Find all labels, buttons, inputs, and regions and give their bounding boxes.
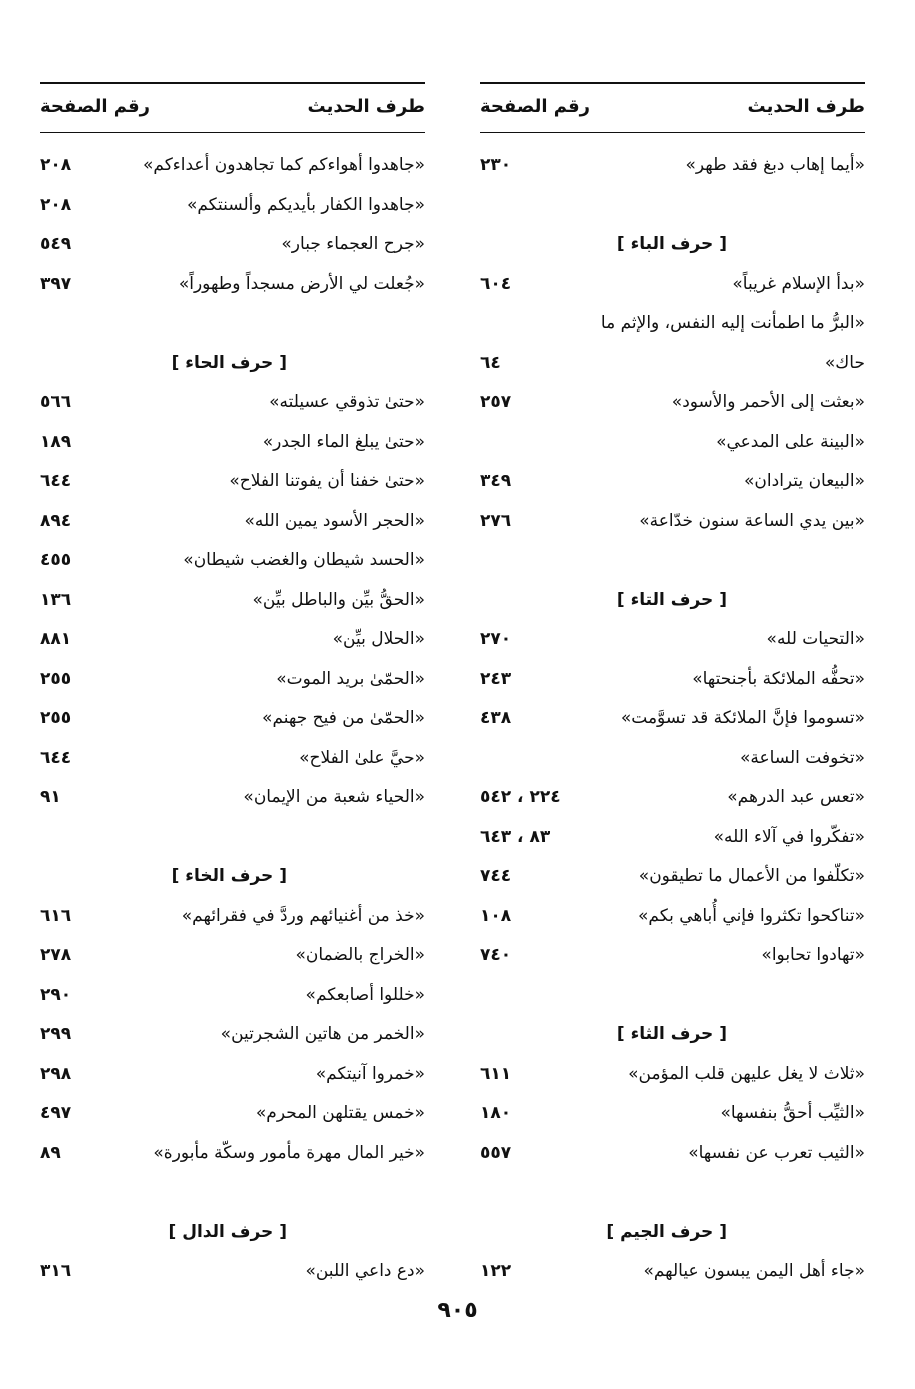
hadith-text: «ثلاث لا يغل عليهن قلب المؤمن» xyxy=(628,1063,865,1084)
hadith-text: «خمس يقتلهن المحرم» xyxy=(255,1103,425,1123)
page-ref: ٦٤ xyxy=(480,352,501,373)
page-ref: ٧٤٠ xyxy=(480,945,512,965)
spacer-row xyxy=(480,189,865,229)
index-entry xyxy=(480,781,865,821)
page-ref: ٥٥٧ xyxy=(480,1142,512,1163)
hadith-list xyxy=(40,149,425,1295)
spacer-row xyxy=(480,1176,865,1216)
spacer-row xyxy=(40,1176,425,1216)
header-rule xyxy=(40,132,425,133)
hadith-text: «حتىٰ تذوقي عسيلته» xyxy=(269,392,425,412)
page-ref: ٢٥٧ xyxy=(480,392,512,412)
page-ref: ٨٣ ، ٦٤٣ xyxy=(480,826,551,847)
index-entry xyxy=(480,742,865,782)
page-ref: ٢٠٨ xyxy=(40,194,72,215)
index-entry xyxy=(40,189,425,229)
page-ref: ٢٤٣ xyxy=(480,668,512,689)
page-ref: ١٨٩ xyxy=(40,431,72,452)
page-ref: ٨٩٤ xyxy=(40,510,72,531)
hadith-text: «جُعلت لي الأرض مسجداً وطهوراً» xyxy=(178,273,425,294)
letter-section-heading xyxy=(480,1216,865,1256)
hadith-text: «بدأ الإسلام غريباً» xyxy=(732,273,865,294)
page-ref: ٦١١ xyxy=(480,1063,512,1084)
index-entry xyxy=(40,426,425,466)
section-title: [ حرف الدال ] xyxy=(168,1221,287,1242)
hadith-text: «الثيِّب أحقُّ بنفسها» xyxy=(720,1103,865,1123)
hadith-text: «الحجر الأسود يمين الله» xyxy=(244,510,425,531)
hadith-text: «جاء أهل اليمن يبسون عيالهم» xyxy=(643,1261,865,1281)
hadith-text: «جرح العجماء جبار» xyxy=(281,234,425,254)
index-entry xyxy=(40,1018,425,1058)
index-entry xyxy=(480,1255,865,1295)
hadith-text: «الحقُّ بيِّن والباطل بيِّن» xyxy=(252,589,425,610)
hadith-text: «الخراج بالضمان» xyxy=(295,945,425,965)
index-entry xyxy=(40,268,425,308)
page-ref: ٤٥٥ xyxy=(40,550,72,570)
index-entry xyxy=(40,623,425,663)
index-entry xyxy=(40,149,425,189)
spacer-row xyxy=(480,979,865,1019)
section-title: [ حرف الباء ] xyxy=(616,234,727,254)
hadith-text: «الخمر من هاتين الشجرتين» xyxy=(220,1024,425,1044)
hadith-text: «خذ من أغنيائهم وردَّ في فقرائهم» xyxy=(181,905,425,926)
index-entry xyxy=(480,860,865,900)
index-entry xyxy=(480,702,865,742)
page-ref: ٢٩٩ xyxy=(40,1024,72,1044)
section-title: [ حرف الخاء ] xyxy=(171,866,287,886)
header-page-label: رقم الصفحة xyxy=(40,96,151,117)
page-number: ٩٠٥ xyxy=(437,1298,478,1323)
spacer-row xyxy=(480,544,865,584)
hadith-text: «بين يدي الساعة سنون خدّاعة» xyxy=(639,510,865,531)
hadith-text: «تهادوا تحابوا» xyxy=(761,945,865,965)
letter-section-heading xyxy=(480,1018,865,1058)
index-entry xyxy=(40,1137,425,1177)
hadith-text: «الحمّىٰ من فيح جهنم» xyxy=(262,708,425,728)
index-entry xyxy=(480,900,865,940)
hadith-text: «تحفُّه الملائكة بأجنحتها» xyxy=(692,668,865,689)
page-ref: ٢٧٦ xyxy=(480,510,512,531)
page-ref: ٦٠٤ xyxy=(480,273,512,294)
spacer-row xyxy=(40,821,425,861)
index-entry xyxy=(40,939,425,979)
hadith-text: «حتىٰ خفنا أن يفوتنا الفلاح» xyxy=(229,471,425,491)
header-rule xyxy=(480,132,865,133)
hadith-text: «البرُّ ما اطمأنت إليه النفس، والإثم ما xyxy=(600,313,865,333)
page-ref: ٢٧٨ xyxy=(40,945,72,965)
hadith-text: «خمروا آنيتكم» xyxy=(315,1063,425,1084)
page-ref: ٢٩٨ xyxy=(40,1063,72,1084)
header-hadith-label: طرف الحديث xyxy=(747,96,865,117)
index-entry xyxy=(40,900,425,940)
index-entry xyxy=(40,742,425,782)
section-title: [ حرف الحاء ] xyxy=(171,352,287,373)
hadith-text: «الحمّىٰ بريد الموت» xyxy=(276,668,425,689)
hadith-text: «خير المال مهرة مأمور وسكّة مأبورة» xyxy=(153,1142,425,1163)
hadith-text: «تعس عبد الدرهم» xyxy=(727,787,865,807)
index-entry xyxy=(480,663,865,703)
index-entry xyxy=(480,347,865,387)
index-entry xyxy=(40,979,425,1019)
index-entry xyxy=(40,544,425,584)
page-ref: ٩١ xyxy=(40,787,61,807)
index-entry xyxy=(480,821,865,861)
header-hadith-label: طرف الحديث xyxy=(307,96,425,117)
hadith-text: «تسوموا فإنَّ الملائكة قد تسوَّمت» xyxy=(620,708,865,728)
page-ref: ١٢٢ xyxy=(480,1261,512,1281)
page-ref: ٢٩٠ xyxy=(40,984,72,1005)
page-ref: ٦٤٤ xyxy=(40,471,72,491)
hadith-text: «تخوفت الساعة» xyxy=(739,747,865,768)
index-entry xyxy=(40,1058,425,1098)
page-ref: ١٣٦ xyxy=(40,589,72,610)
section-title: [ حرف الجيم ] xyxy=(606,1221,727,1242)
index-entry xyxy=(40,584,425,624)
index-entry xyxy=(40,1097,425,1137)
index-entry xyxy=(40,505,425,545)
hadith-text: «الحلال بيِّن» xyxy=(332,629,425,649)
hadith-text: «تفكّروا في آلاء الله» xyxy=(713,826,865,847)
page-ref: ٣٤٩ xyxy=(480,471,512,491)
index-entry xyxy=(480,623,865,663)
index-column-left xyxy=(40,82,425,1295)
index-entry xyxy=(480,1137,865,1177)
letter-section-heading xyxy=(40,347,425,387)
index-entry xyxy=(480,386,865,426)
header-page-label: رقم الصفحة xyxy=(480,96,591,117)
index-entry xyxy=(480,426,865,466)
page-ref: ٥٤٩ xyxy=(40,234,72,254)
page-ref: ٦٤٤ xyxy=(40,747,72,768)
hadith-text: «خللوا أصابعكم» xyxy=(305,984,425,1005)
index-column-right xyxy=(480,82,865,1295)
page-ref: ٨٨١ xyxy=(40,629,72,649)
letter-section-heading xyxy=(40,860,425,900)
index-entry xyxy=(40,228,425,268)
section-title: [ حرف الثاء ] xyxy=(616,1024,727,1044)
page-ref: ١٠٨ xyxy=(480,905,512,926)
hadith-text: «بعثت إلى الأحمر والأسود» xyxy=(671,392,865,412)
hadith-text: «دع داعي اللبن» xyxy=(305,1261,425,1281)
index-entry xyxy=(480,505,865,545)
hadith-text: «حتىٰ يبلغ الماء الجدر» xyxy=(262,431,425,452)
index-entry xyxy=(40,1255,425,1295)
hadith-text: «الحياء شعبة من الإيمان» xyxy=(243,787,425,807)
hadith-text: «حيَّ علىٰ الفلاح» xyxy=(299,747,425,768)
hadith-text: «جاهدوا الكفار بأيديكم وألسنتكم» xyxy=(186,194,425,215)
index-entry xyxy=(40,781,425,821)
spacer-row xyxy=(40,307,425,347)
page-ref: ١٨٠ xyxy=(480,1103,512,1123)
hadith-text: «التحيات لله» xyxy=(766,629,865,649)
index-entry xyxy=(480,465,865,505)
hadith-list xyxy=(480,149,865,1295)
column-header xyxy=(480,84,865,128)
page-ref: ٧٤٤ xyxy=(480,866,512,886)
hadith-text: حاك» xyxy=(824,352,865,373)
page-ref: ٦١٦ xyxy=(40,905,72,926)
hadith-text: «الحسد شيطان والغضب شيطان» xyxy=(183,550,425,570)
letter-section-heading xyxy=(40,1216,425,1256)
index-entry xyxy=(40,386,425,426)
hadith-text: «البيعان يترادان» xyxy=(744,471,865,491)
letter-section-heading xyxy=(480,228,865,268)
page-ref: ٥٦٦ xyxy=(40,392,72,412)
index-entry xyxy=(480,1097,865,1137)
column-header xyxy=(40,84,425,128)
page-ref: ٢٥٥ xyxy=(40,668,72,689)
hadith-text: «تكلّفوا من الأعمال ما تطيقون» xyxy=(638,866,865,886)
page-ref: ٨٩ xyxy=(40,1142,61,1163)
index-entry xyxy=(480,149,865,189)
page-ref: ٣٩٧ xyxy=(40,273,72,294)
page-ref: ٢٠٨ xyxy=(40,155,72,175)
page-ref: ٤٩٧ xyxy=(40,1103,72,1123)
hadith-text: «تناكحوا تكثروا فإني أُباهي بكم» xyxy=(637,905,865,926)
page-ref: ٤٣٨ xyxy=(480,708,512,728)
hadith-text: «البينة على المدعي» xyxy=(716,431,865,452)
index-entry xyxy=(480,307,865,347)
page-ref: ٣١٦ xyxy=(40,1261,72,1281)
page-ref: ٢٣٠ xyxy=(480,155,512,175)
letter-section-heading xyxy=(480,584,865,624)
page-ref: ٢٢٤ ، ٥٤٢ xyxy=(480,787,561,807)
index-entry xyxy=(40,663,425,703)
index-entry xyxy=(480,1058,865,1098)
hadith-text: «الثيب تعرب عن نفسها» xyxy=(688,1142,865,1163)
hadith-text: «أيما إهاب دبغ فقد طهر» xyxy=(685,155,865,175)
index-entry xyxy=(480,939,865,979)
hadith-text: «جاهدوا أهواءكم كما تجاهدون أعداءكم» xyxy=(142,155,425,175)
page-ref: ٢٧٠ xyxy=(480,629,512,649)
index-entry xyxy=(40,465,425,505)
page-ref: ٢٥٥ xyxy=(40,708,72,728)
index-entry xyxy=(40,702,425,742)
section-title: [ حرف التاء ] xyxy=(616,589,727,610)
index-entry xyxy=(480,268,865,308)
